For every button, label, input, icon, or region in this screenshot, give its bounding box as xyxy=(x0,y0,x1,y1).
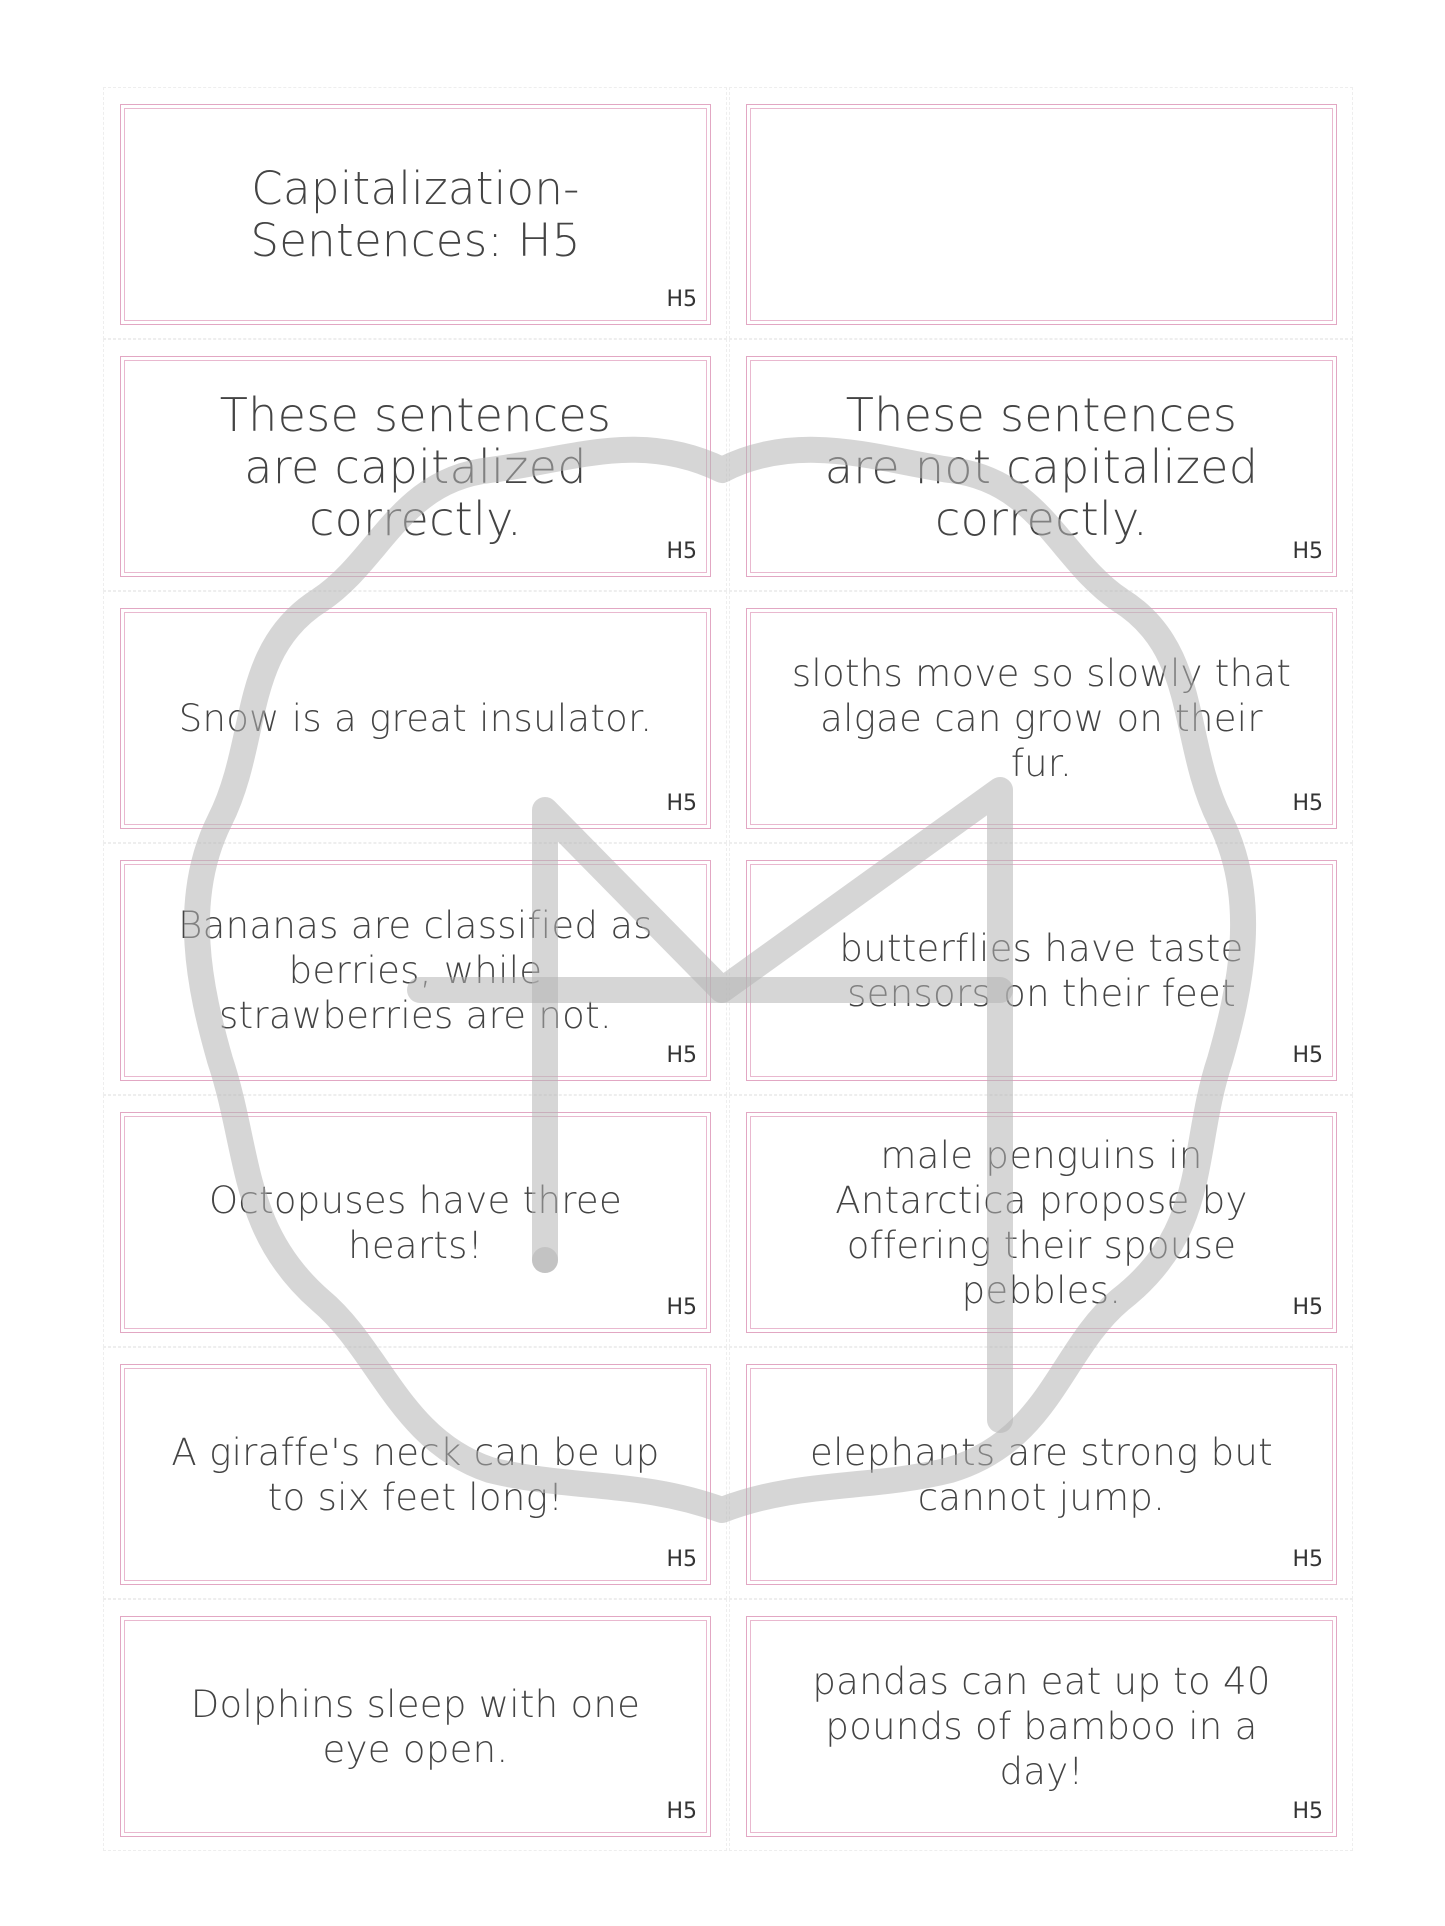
card-cell xyxy=(729,1347,1353,1599)
card-cell xyxy=(103,1347,727,1599)
card-sheet xyxy=(103,87,1353,1855)
card-text: These sentences are capitalized correctly. xyxy=(219,387,612,546)
card-cell xyxy=(729,843,1353,1095)
sentence-card xyxy=(120,1364,711,1585)
card-cell xyxy=(729,339,1353,591)
card-cell xyxy=(103,339,727,591)
card-cell xyxy=(729,1599,1353,1851)
card-code: H5 xyxy=(666,1295,697,1320)
card-cell xyxy=(103,87,727,339)
card-cell xyxy=(103,1095,727,1347)
card-cell xyxy=(729,87,1353,339)
card-code: H5 xyxy=(666,287,697,312)
card-cell xyxy=(729,1095,1353,1347)
card-code: H5 xyxy=(666,1547,697,1572)
sentence-card xyxy=(746,356,1337,577)
sentence-card xyxy=(120,608,711,829)
title-card xyxy=(120,104,711,325)
sentence-card xyxy=(746,860,1337,1081)
sentence-card xyxy=(120,1616,711,1837)
card-text: Dolphins sleep with one eye open. xyxy=(190,1682,641,1771)
card-cell xyxy=(729,591,1353,843)
card-code: H5 xyxy=(1292,1295,1323,1320)
sentence-card xyxy=(120,356,711,577)
card-code: H5 xyxy=(1292,791,1323,816)
card-code: H5 xyxy=(666,1799,697,1824)
card-text: pandas can eat up to 40 pounds of bamboo in a day! xyxy=(812,1660,1271,1793)
card-code: H5 xyxy=(1292,539,1323,564)
card-code: H5 xyxy=(666,791,697,816)
card-text: Snow is a great insulator. xyxy=(178,697,653,740)
sentence-card xyxy=(746,608,1337,829)
card-text: A giraffe's neck can be up to six feet long! xyxy=(171,1430,660,1519)
card-text: male penguins in Antarctica propose by offering their spouse pebbles. xyxy=(835,1133,1248,1312)
card-code: H5 xyxy=(666,1043,697,1068)
sentence-card xyxy=(746,1364,1337,1585)
sentence-card xyxy=(746,1112,1337,1333)
card-code: H5 xyxy=(1292,1799,1323,1824)
sentence-card xyxy=(120,1112,711,1333)
sentence-card xyxy=(746,1616,1337,1837)
card-text: Octopuses have three hearts! xyxy=(208,1178,623,1267)
card-code: H5 xyxy=(1292,1547,1323,1572)
card-cell xyxy=(103,843,727,1095)
card-code: H5 xyxy=(1292,1043,1323,1068)
card-title: Capitalization-Sentences: H5 xyxy=(250,161,581,267)
card-cell xyxy=(103,591,727,843)
card-cell xyxy=(103,1599,727,1851)
card-text: These sentences are not capitalized correctly. xyxy=(824,387,1259,546)
card-text: sloths move so slowly that algae can grow on their fur. xyxy=(791,652,1292,785)
card-code: H5 xyxy=(666,539,697,564)
sentence-card xyxy=(120,860,711,1081)
card-text: elephants are strong but cannot jump. xyxy=(810,1430,1273,1519)
card-text: Bananas are classified as berries, while strawberries are not. xyxy=(178,904,653,1037)
blank-card xyxy=(746,104,1337,325)
card-text: butterflies have taste sensors on their feet xyxy=(839,926,1244,1015)
